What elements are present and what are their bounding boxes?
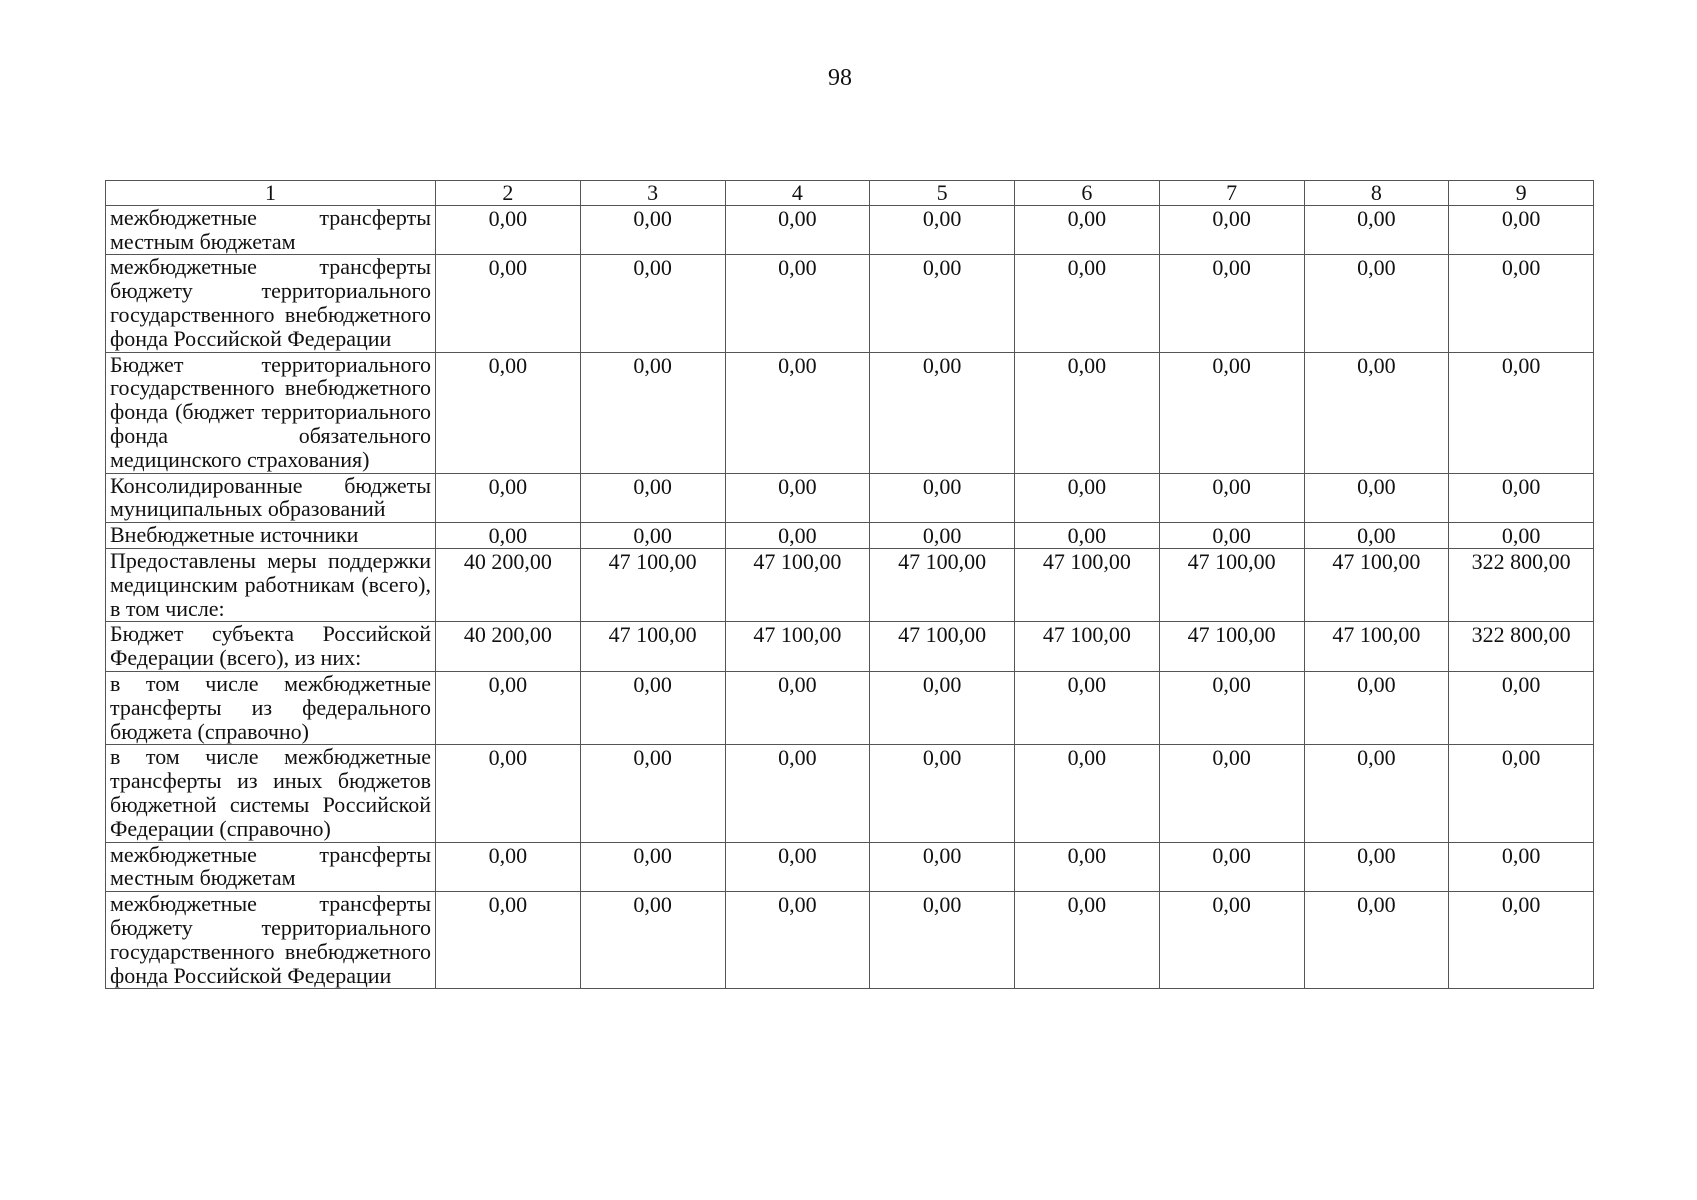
value-cell: 47 100,00 (580, 548, 725, 621)
value-cell: 0,00 (1304, 352, 1449, 473)
value-cell: 0,00 (436, 205, 581, 255)
value-cell: 0,00 (1304, 842, 1449, 892)
table-row (106, 892, 1594, 989)
value-cell: 0,00 (1304, 473, 1449, 523)
value-cell: 322 800,00 (1449, 622, 1594, 672)
row-label: в том числе межбюджетные трансферты из федерального бюджета (справочно) (106, 671, 436, 744)
row-label: межбюджетные трансферты бюджету территориального государственного внебюджетного фонда Российской Федерации (106, 255, 436, 352)
value-cell: 0,00 (1449, 745, 1594, 842)
value-cell: 47 100,00 (1304, 622, 1449, 672)
column-header: 2 (436, 181, 581, 206)
table-row (106, 473, 1594, 523)
value-cell: 0,00 (580, 523, 725, 549)
value-cell: 0,00 (1449, 205, 1594, 255)
value-cell: 0,00 (436, 671, 581, 744)
value-cell: 0,00 (1159, 745, 1304, 842)
value-cell: 0,00 (1015, 205, 1160, 255)
budget-table-container (105, 180, 1593, 989)
table-row (106, 352, 1594, 473)
column-header: 8 (1304, 181, 1449, 206)
value-cell: 0,00 (1449, 842, 1594, 892)
value-cell: 47 100,00 (1015, 622, 1160, 672)
row-label: межбюджетные трансферты бюджету территориального государственного внебюджетного фонда Российской Федерации (106, 892, 436, 989)
value-cell: 0,00 (1449, 892, 1594, 989)
value-cell: 0,00 (1159, 671, 1304, 744)
value-cell: 47 100,00 (1159, 622, 1304, 672)
value-cell: 0,00 (870, 523, 1015, 549)
value-cell: 0,00 (580, 671, 725, 744)
value-cell: 0,00 (1015, 255, 1160, 352)
table-row (106, 671, 1594, 744)
value-cell: 0,00 (436, 892, 581, 989)
value-cell: 0,00 (436, 523, 581, 549)
value-cell: 0,00 (1015, 473, 1160, 523)
value-cell: 47 100,00 (725, 622, 870, 672)
table-row (106, 523, 1594, 549)
value-cell: 0,00 (1449, 523, 1594, 549)
value-cell: 47 100,00 (725, 548, 870, 621)
value-cell: 0,00 (1449, 352, 1594, 473)
row-label: в том числе межбюджетные трансферты из иных бюджетов бюджетной системы Российской Федерации (справочно) (106, 745, 436, 842)
value-cell: 0,00 (1159, 892, 1304, 989)
value-cell: 0,00 (580, 745, 725, 842)
value-cell: 0,00 (1449, 671, 1594, 744)
value-cell: 0,00 (1304, 745, 1449, 842)
table-row (106, 842, 1594, 892)
value-cell: 0,00 (1159, 523, 1304, 549)
value-cell: 0,00 (870, 255, 1015, 352)
value-cell: 0,00 (725, 352, 870, 473)
value-cell: 0,00 (870, 205, 1015, 255)
value-cell: 0,00 (725, 255, 870, 352)
value-cell: 0,00 (725, 523, 870, 549)
value-cell: 0,00 (870, 892, 1015, 989)
value-cell: 0,00 (1449, 473, 1594, 523)
value-cell: 0,00 (1015, 671, 1160, 744)
table-row (106, 745, 1594, 842)
value-cell: 0,00 (580, 352, 725, 473)
row-label: Предоставлены меры поддержки медицинским работникам (всего), в том числе: (106, 548, 436, 621)
value-cell: 0,00 (870, 842, 1015, 892)
value-cell: 0,00 (725, 745, 870, 842)
value-cell: 0,00 (725, 473, 870, 523)
value-cell: 0,00 (1015, 352, 1160, 473)
value-cell: 0,00 (725, 842, 870, 892)
value-cell: 0,00 (1159, 205, 1304, 255)
value-cell: 0,00 (580, 205, 725, 255)
value-cell: 0,00 (580, 842, 725, 892)
column-header: 7 (1159, 181, 1304, 206)
value-cell: 0,00 (1159, 255, 1304, 352)
value-cell: 40 200,00 (436, 548, 581, 621)
value-cell: 0,00 (1159, 352, 1304, 473)
column-header: 3 (580, 181, 725, 206)
value-cell: 0,00 (725, 671, 870, 744)
value-cell: 0,00 (1304, 255, 1449, 352)
row-label: Бюджет субъекта Российской Федерации (всего), из них: (106, 622, 436, 672)
value-cell: 47 100,00 (870, 622, 1015, 672)
value-cell: 0,00 (870, 671, 1015, 744)
value-cell: 47 100,00 (1159, 548, 1304, 621)
value-cell: 0,00 (436, 842, 581, 892)
value-cell: 0,00 (580, 255, 725, 352)
value-cell: 0,00 (580, 473, 725, 523)
column-header: 5 (870, 181, 1015, 206)
value-cell: 322 800,00 (1449, 548, 1594, 621)
value-cell: 0,00 (1449, 255, 1594, 352)
value-cell: 0,00 (870, 352, 1015, 473)
value-cell: 47 100,00 (1015, 548, 1160, 621)
value-cell: 0,00 (1304, 523, 1449, 549)
row-label: межбюджетные трансферты местным бюджетам (106, 205, 436, 255)
table-row (106, 205, 1594, 255)
value-cell: 0,00 (1304, 205, 1449, 255)
row-label: Бюджет территориального государственного внебюджетного фонда (бюджет территориального фонда обязательного медицинского страхования) (106, 352, 436, 473)
table-row (106, 622, 1594, 672)
value-cell: 0,00 (1015, 842, 1160, 892)
value-cell: 0,00 (725, 205, 870, 255)
table-row (106, 548, 1594, 621)
value-cell: 0,00 (436, 255, 581, 352)
value-cell: 0,00 (436, 745, 581, 842)
row-label: Консолидированные бюджеты муниципальных образований (106, 473, 436, 523)
table-header-row (106, 181, 1594, 206)
value-cell: 0,00 (1159, 473, 1304, 523)
value-cell: 0,00 (1015, 745, 1160, 842)
value-cell: 0,00 (1304, 892, 1449, 989)
column-header: 6 (1015, 181, 1160, 206)
column-header: 9 (1449, 181, 1594, 206)
value-cell: 47 100,00 (580, 622, 725, 672)
budget-table (105, 180, 1594, 989)
value-cell: 0,00 (436, 352, 581, 473)
column-header: 1 (106, 181, 436, 206)
page-number: 98 (828, 65, 852, 91)
value-cell: 0,00 (1015, 892, 1160, 989)
table-body (106, 205, 1594, 989)
value-cell: 0,00 (436, 473, 581, 523)
value-cell: 0,00 (1304, 671, 1449, 744)
row-label: межбюджетные трансферты местным бюджетам (106, 842, 436, 892)
column-header: 4 (725, 181, 870, 206)
value-cell: 0,00 (1159, 842, 1304, 892)
value-cell: 0,00 (870, 745, 1015, 842)
value-cell: 47 100,00 (1304, 548, 1449, 621)
row-label: Внебюджетные источники (106, 523, 436, 549)
value-cell: 47 100,00 (870, 548, 1015, 621)
value-cell: 40 200,00 (436, 622, 581, 672)
value-cell: 0,00 (1015, 523, 1160, 549)
table-row (106, 255, 1594, 352)
value-cell: 0,00 (870, 473, 1015, 523)
value-cell: 0,00 (725, 892, 870, 989)
value-cell: 0,00 (580, 892, 725, 989)
